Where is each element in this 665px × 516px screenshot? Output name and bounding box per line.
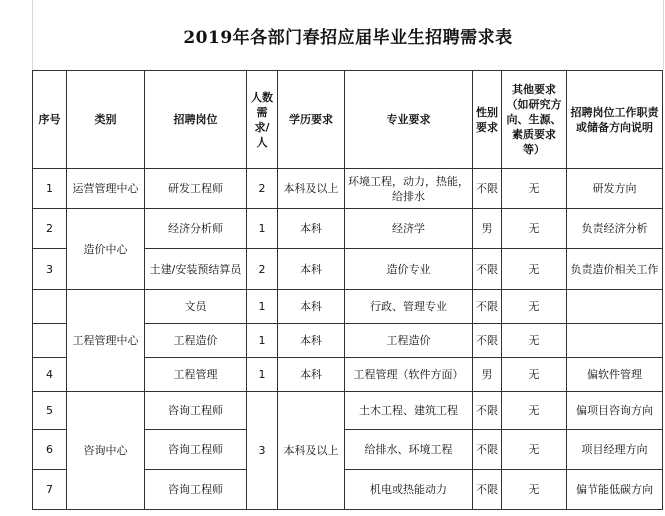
row-count: 2 bbox=[247, 249, 278, 290]
row-category: 造价中心 bbox=[67, 209, 145, 290]
row-gender: 男 bbox=[473, 358, 502, 392]
row-other: 无 bbox=[502, 169, 567, 209]
row-education: 本科及以上 bbox=[278, 392, 345, 510]
row-major: 经济学 bbox=[345, 209, 473, 249]
row-seq: 5 bbox=[33, 392, 67, 430]
row-gender: 不限 bbox=[473, 290, 502, 324]
row-major: 行政、管理专业 bbox=[345, 290, 473, 324]
row-other: 无 bbox=[502, 249, 567, 290]
header-category: 类别 bbox=[67, 71, 145, 169]
row-position: 咨询工程师 bbox=[145, 470, 247, 510]
table-title: 2019年各部门春招应届毕业生招聘需求表 bbox=[183, 27, 513, 48]
row-other: 无 bbox=[502, 430, 567, 470]
table-row bbox=[33, 290, 663, 324]
row-direction: 偏节能低碳方向 bbox=[567, 470, 663, 510]
row-gender: 不限 bbox=[473, 392, 502, 430]
row-position: 咨询工程师 bbox=[145, 392, 247, 430]
row-count: 3 bbox=[247, 392, 278, 510]
row-position: 土建/安装预结算员 bbox=[145, 249, 247, 290]
row-other: 无 bbox=[502, 290, 567, 324]
row-direction: 负责经济分析 bbox=[567, 209, 663, 249]
row-education: 本科 bbox=[278, 209, 345, 249]
row-education: 本科及以上 bbox=[278, 169, 345, 209]
row-major: 机电或热能动力 bbox=[345, 470, 473, 510]
header-direction: 招聘岗位工作职责或储备方向说明 bbox=[567, 71, 663, 169]
row-major: 土木工程、建筑工程 bbox=[345, 392, 473, 430]
header-position: 招聘岗位 bbox=[145, 71, 247, 169]
row-direction: 偏项目咨询方向 bbox=[567, 392, 663, 430]
row-category: 工程管理中心 bbox=[67, 290, 145, 392]
row-direction: 偏软件管理 bbox=[567, 358, 663, 392]
row-direction: 负责造价相关工作 bbox=[567, 249, 663, 290]
row-other: 无 bbox=[502, 209, 567, 249]
row-direction bbox=[567, 290, 663, 324]
row-category: 咨询中心 bbox=[67, 392, 145, 510]
row-count: 1 bbox=[247, 358, 278, 392]
row-major: 工程管理（软件方面） bbox=[345, 358, 473, 392]
row-count: 2 bbox=[247, 169, 278, 209]
row-gender: 不限 bbox=[473, 249, 502, 290]
row-education: 本科 bbox=[278, 249, 345, 290]
row-gender: 不限 bbox=[473, 324, 502, 358]
row-count: 1 bbox=[247, 209, 278, 249]
header-major: 专业要求 bbox=[345, 71, 473, 169]
row-direction bbox=[567, 324, 663, 358]
row-position: 工程管理 bbox=[145, 358, 247, 392]
recruitment-table bbox=[32, 70, 663, 510]
row-education: 本科 bbox=[278, 358, 345, 392]
row-gender: 男 bbox=[473, 209, 502, 249]
header-other: 其他要求（如研究方向、生源、素质要求等） bbox=[502, 71, 567, 169]
row-gender: 不限 bbox=[473, 430, 502, 470]
header-education: 学历要求 bbox=[278, 71, 345, 169]
row-position: 研发工程师 bbox=[145, 169, 247, 209]
row-other: 无 bbox=[502, 470, 567, 510]
row-other: 无 bbox=[502, 324, 567, 358]
row-count: 1 bbox=[247, 324, 278, 358]
row-category: 运营管理中心 bbox=[67, 169, 145, 209]
row-seq: 7 bbox=[33, 470, 67, 510]
row-seq: 1 bbox=[33, 169, 67, 209]
row-seq: 4 bbox=[33, 358, 67, 392]
row-count: 1 bbox=[247, 290, 278, 324]
row-major: 环境工程，动力，热能，给排水 bbox=[345, 169, 473, 209]
header-count: 人数需求/人 bbox=[247, 71, 278, 169]
header-seq: 序号 bbox=[33, 71, 67, 169]
row-major: 造价专业 bbox=[345, 249, 473, 290]
row-seq: 3 bbox=[33, 249, 67, 290]
row-seq bbox=[33, 290, 67, 324]
row-other: 无 bbox=[502, 392, 567, 430]
title-bar bbox=[32, 0, 664, 70]
table-row bbox=[33, 169, 663, 209]
row-education: 本科 bbox=[278, 290, 345, 324]
row-gender: 不限 bbox=[473, 169, 502, 209]
row-position: 经济分析师 bbox=[145, 209, 247, 249]
header-gender: 性别要求 bbox=[473, 71, 502, 169]
row-major: 工程造价 bbox=[345, 324, 473, 358]
table-row bbox=[33, 209, 663, 249]
row-position: 咨询工程师 bbox=[145, 430, 247, 470]
table-row bbox=[33, 392, 663, 430]
row-major: 给排水、环境工程 bbox=[345, 430, 473, 470]
row-position: 工程造价 bbox=[145, 324, 247, 358]
row-direction: 研发方向 bbox=[567, 169, 663, 209]
row-gender: 不限 bbox=[473, 470, 502, 510]
row-position: 文员 bbox=[145, 290, 247, 324]
row-other: 无 bbox=[502, 358, 567, 392]
header-row bbox=[33, 71, 663, 169]
row-seq: 2 bbox=[33, 209, 67, 249]
row-seq bbox=[33, 324, 67, 358]
row-education: 本科 bbox=[278, 324, 345, 358]
row-direction: 项目经理方向 bbox=[567, 430, 663, 470]
row-seq: 6 bbox=[33, 430, 67, 470]
